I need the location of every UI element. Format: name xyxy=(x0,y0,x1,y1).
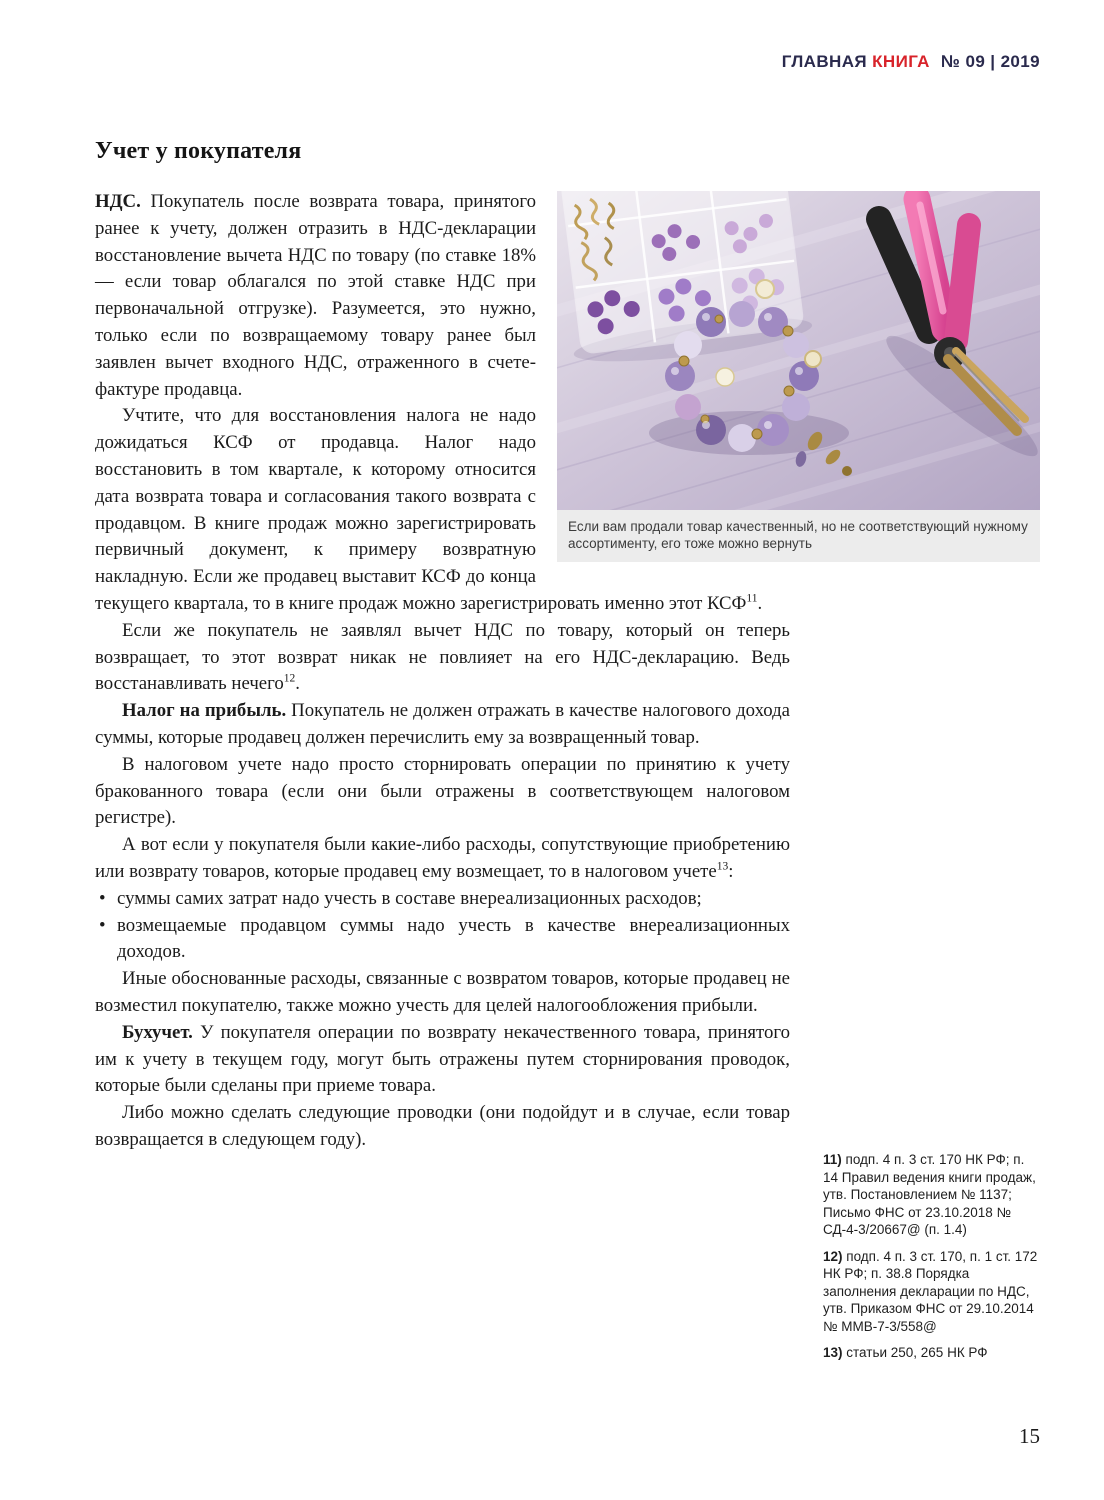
footnote-12 xyxy=(823,1248,1041,1336)
footnote-11 xyxy=(823,1151,1041,1239)
lead-nalog-na-pribyl: Налог на прибыль. xyxy=(122,700,287,722)
paragraph-esli-zhe xyxy=(95,618,790,698)
issue-number: № 09 | 2019 xyxy=(940,52,1040,71)
footnote-13 xyxy=(823,1344,1041,1362)
product-photo xyxy=(557,191,1040,510)
paragraph-inye-rashody xyxy=(95,966,790,1020)
brand-word-kniga: КНИГА xyxy=(872,52,930,71)
paragraph-text: Покупатель после возврата товара, принятого ранее к учету, должен отразить в НДС-декларации восстановление вычета НДС по товару (по ставке 18% — если товар облагался по этой ставке НДС при первоначальной отгрузке). Разумеется, это нужно, только если по возвращаемому товару ранее был заявлен вычет входного НДС, отраженного в счете-фактуре продавца. xyxy=(95,191,536,400)
footnote-number: 12) xyxy=(823,1248,843,1264)
paragraph-text: Если же покупатель не заявлял вычет НДС по товару, который он теперь возвращает, то этот возврат никак не повлияет на его НДС-декларацию. Ведь восстанавливать нечего xyxy=(95,619,790,695)
bullet-text: суммы самих затрат надо учесть в составе внереализационных расходов; xyxy=(117,887,702,909)
brand-word-glavnaya: ГЛАВНАЯ xyxy=(781,52,868,71)
footnote-text: подп. 4 п. 3 ст. 170, п. 1 ст. 172 НК РФ; п. 38.8 Порядка заполнения декларации по НДС, утв. Приказом ФНС от 29.10.2014 № ММВ-7-3/558@ xyxy=(823,1248,1038,1334)
paragraph-text: Иные обоснованные расходы, связанные с возвратом товаров, которые продавец не возместил покупателю, также можно учесть для целей налогообложения прибыли. xyxy=(95,968,790,1016)
paragraph-text: У покупателя операции по возврату некачественного товара, принятого им к учету в текущем году, могут быть отражены путем сторнирования проводок, которые были сделаны при приеме товара. xyxy=(95,1021,790,1097)
paragraph-text: Либо можно сделать следующие проводки (они подойдут и в случае, если товар возвращается в следующем году). xyxy=(95,1102,790,1150)
paragraph-text: . xyxy=(295,673,300,695)
paragraph-provodki xyxy=(95,1100,790,1154)
paragraph-text: : xyxy=(728,860,734,882)
paragraph-nalogovy-uchet xyxy=(95,752,790,832)
paragraph-text: В налоговом учете надо просто сторнировать операции по принятию к учету бракованного товара (если они были отражены в соответствующем налоговом регистре). xyxy=(95,753,790,829)
sidebar-footnotes xyxy=(823,1151,1041,1371)
bullet-text: возмещаемые продавцом суммы надо учесть в качестве внереализационных доходов. xyxy=(117,914,790,963)
paragraph-buhuchet xyxy=(95,1020,790,1100)
photo-block xyxy=(557,191,1040,562)
lead-nds: НДС. xyxy=(95,191,141,212)
footnote-ref-11: 11 xyxy=(746,592,758,605)
magazine-masthead xyxy=(782,52,1040,72)
footnote-text: статьи 250, 265 НК РФ xyxy=(842,1345,988,1360)
paragraph-text: Покупатель не должен отражать в качестве налогового дохода суммы, которые продавец должен перечислить ему за возвращенный товар. xyxy=(95,700,791,748)
footnote-ref-13: 13 xyxy=(716,860,729,873)
footnote-ref-12: 12 xyxy=(283,673,296,686)
article-title: Учет у покупателя xyxy=(95,138,302,164)
bullet-item xyxy=(95,886,790,913)
bullet-item xyxy=(95,913,790,967)
paragraph-text: А вот если у покупателя были какие-либо расходы, сопутствующие приобретению или возврату товаров, которые продавец ему возмещает, то в налоговом учете xyxy=(95,834,790,882)
footnote-number: 11) xyxy=(823,1152,842,1167)
paragraph-rashody xyxy=(95,832,790,886)
lead-buhuchet: Бухучет. xyxy=(122,1021,193,1043)
page-number: 15 xyxy=(1019,1424,1040,1448)
footnote-text: подп. 4 п. 3 ст. 170 НК РФ; п. 14 Правил ведения книги продаж, утв. Постановлением № 1137; Письмо ФНС от 23.10.2018 № СД-4-3/20667@ (п. 1.4) xyxy=(823,1152,1036,1237)
footnote-number: 13) xyxy=(823,1345,843,1360)
paragraph-text: Учтите, что для восстановления налога не надо дожидаться КСФ от продавца. Налог надо восстановить в том квартале, к которому относится дата возврата товара и согласования такого возврата с продавцом. В книге продаж можно зарегистрировать первичный документ, к примеру возвратную накладную. Если же продавец выставит КСФ до конца текущего квартала, то в книге продаж можно зарегистрировать именно этот КСФ xyxy=(95,405,747,614)
paragraph-text: . xyxy=(757,592,763,614)
article-body xyxy=(95,138,1028,1154)
photo-caption: Если вам продали товар качественный, но не соответствующий нужному ассортименту, его тоже можно вернуть xyxy=(557,510,1040,562)
paragraph-nalog-na-pribyl xyxy=(95,698,790,752)
